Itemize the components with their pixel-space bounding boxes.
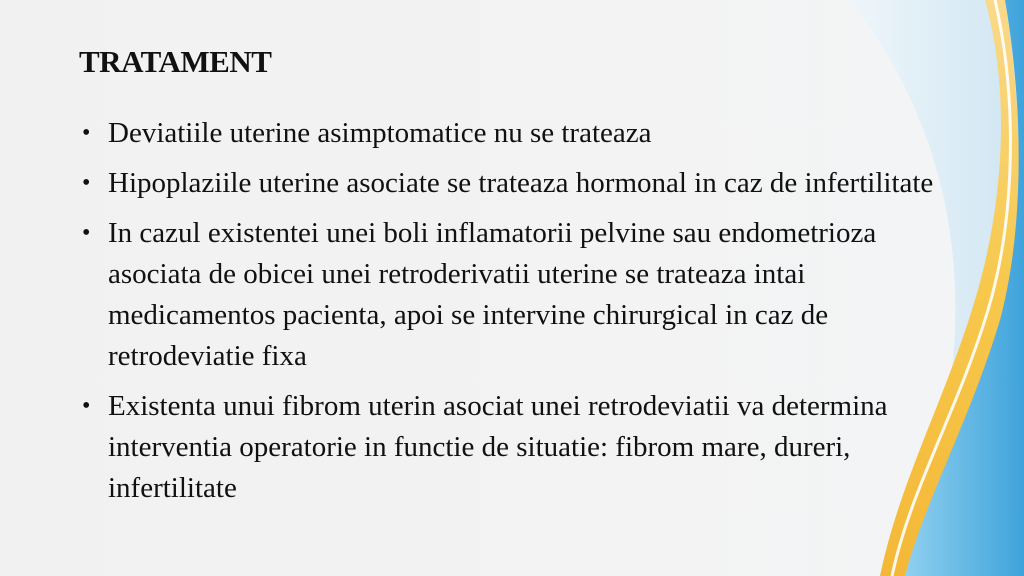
slide-title: TRATAMENT [79, 44, 272, 79]
list-item [75, 386, 955, 509]
bullet-text: Hipoplaziile uterine asociate se trateaza hormonal in caz de infertilitate [108, 167, 934, 199]
bullet-text: Existenta unui fibrom uterin asociat unei retrodeviatii va determina interventia operatorie in functie de situatie: fibrom mare, dureri, infertilitate [108, 390, 888, 504]
list-item [75, 163, 955, 204]
bullet-text: In cazul existentei unei boli inflamatorii pelvine sau endometrioza asociata de obicei unei retroderivatii uterine se trateaza intai medicamentos pacienta, apoi se intervine chirurgical in caz de retrodeviatie fixa [108, 217, 877, 372]
bullet-list [75, 113, 955, 518]
bullet-text: Deviatiile uterine asimptomatice nu se trateaza [108, 117, 652, 149]
list-item [75, 213, 955, 377]
bullet-icon: • [82, 170, 91, 196]
bullet-icon: • [82, 393, 91, 419]
list-item [75, 113, 955, 154]
bullet-icon: • [82, 220, 91, 246]
bullet-icon: • [82, 120, 91, 146]
